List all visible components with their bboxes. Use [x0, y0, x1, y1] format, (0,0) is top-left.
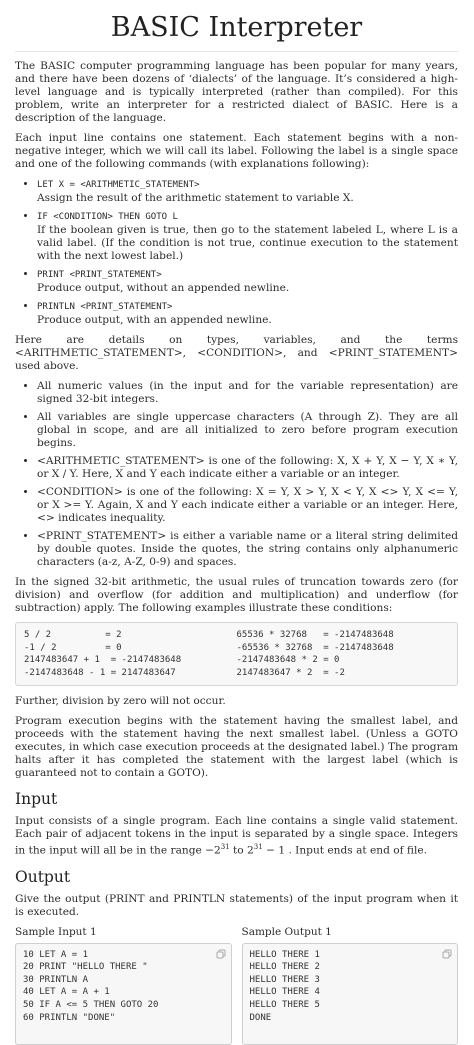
detail-item: • All variables are single uppercase characters (A through Z). They are all global in scope, and are all initialized to zero before program execution begins.: [37, 411, 458, 450]
command-item: [37, 268, 458, 295]
copy-icon[interactable]: [442, 949, 452, 959]
sample-input-box[interactable]: [15, 943, 232, 1045]
command-list: [15, 178, 458, 327]
command-item: [37, 210, 458, 263]
command-description: Produce output, without an appended newline.: [37, 282, 290, 294]
sample-input: [15, 926, 232, 1045]
input-heading: Input: [15, 790, 58, 808]
output-heading: Output: [15, 867, 71, 886]
input-paragraph: [15, 815, 458, 858]
sample-output-title: Sample Output 1: [241, 925, 332, 938]
detail-item: • <CONDITION> is one of the following: X = Y, X > Y, X < Y, X <> Y, X <= Y, or X >= Y. Again, X and Y each indicate either a variable or an integer. Here, <> indicates inequality.: [37, 486, 458, 525]
examples-right-column: 65536 * 32768 = -2147483648 -65536 * 32768 = -2147483648 -2147483648 * 2 = 0 2147483647 * 2 = -2: [236, 630, 394, 678]
detail-item: • <ARITHMETIC_STATEMENT> is one of the following: X, X + Y, X − Y, X ∗ Y, or X / Y. Here, X and Y each indicate either a variable or an integer.: [37, 455, 458, 481]
sample-input-title: Sample Input 1: [15, 925, 97, 938]
arithmetic-examples-box: [15, 622, 458, 686]
command-item: [37, 178, 458, 205]
problem-statement: [0, 12, 474, 1045]
command-syntax: • PRINTLN <PRINT_STATEMENT>: [37, 302, 173, 312]
copy-icon[interactable]: [216, 949, 226, 959]
command-syntax: • LET X = <ARITHMETIC_STATEMENT>: [37, 180, 200, 190]
output-paragraph: Give the output (PRINT and PRINTLN statements) of the input program when it is executed.: [15, 892, 458, 918]
sample-output-box[interactable]: [242, 943, 459, 1045]
command-description: If the boolean given is true, then go to the statement labeled L, where L is a valid label. (If the condition is not true, continue execution to the statement with the next lowest label.): [37, 224, 458, 262]
detail-item: • <PRINT_STATEMENT> is either a variable name or a literal string delimited by double quotes. Inside the quotes, the string contains only alphanumeric characters (a-z, A-Z, 0-9) and spaces.: [37, 530, 458, 569]
examples-left-column: 5 / 2 = 2 -1 / 2 = 0 2147483647 + 1 = -2147483648 -2147483648 - 1 = 2147483647: [24, 630, 182, 678]
sample-output: [242, 926, 459, 1045]
execution-paragraph: Program execution begins with the statement having the smallest label, and proceeds with the statement having the next smallest label. (Unless a GOTO executes, in which case execution proceeds at the designated label.) The program halts after it has completed the statement with the largest label (which is guaranteed not to contain a GOTO).: [15, 715, 458, 779]
details-list: [15, 380, 458, 569]
sample-output-code: HELLO THERE 1 HELLO THERE 2 HELLO THERE 3 HELLO THERE 4 HELLO THERE 5 DONE: [249, 949, 320, 1023]
intro-paragraph: The BASIC computer programming language has been popular for many years, and there have been dozens of ‘dialects’ of the language. It’s considered a high-level language and is typically interpreted (rather than compiled). For this problem, write an interpreter for a restricted dialect of BASIC. Here is a description of the language.: [15, 60, 458, 124]
command-syntax: • IF <CONDITION> THEN GOTO L: [37, 212, 178, 222]
input-text-part: to 2: [229, 844, 254, 857]
exponent: 31: [253, 843, 263, 851]
command-syntax: • PRINT <PRINT_STATEMENT>: [37, 270, 162, 280]
division-note: Further, division by zero will not occur.: [15, 695, 226, 707]
input-text-part: − 1 . Input ends at end of file.: [262, 844, 428, 857]
detail-item: • All numeric values (in the input and for the variable representation) are signed 32-bit integers.: [37, 380, 458, 406]
arithmetic-intro-paragraph: In the signed 32-bit arithmetic, the usual rules of truncation towards zero (for division) and overflow (for addition and multiplication) and underflow (for subtraction) apply. The following examples illustrate these conditions:: [15, 576, 458, 614]
command-description: Assign the result of the arithmetic statement to variable X.: [37, 192, 354, 204]
input-text-part: Input consists of a single program. Each line contains a single valid statement. Each pair of adjacent tokens in the input is separated by a single space. Integers in the input will all be in the range −2: [15, 815, 458, 857]
statement-intro-paragraph: Each input line contains one statement. Each statement begins with a non-negative integer, which we will call its label. Following the label is a single space and one of the following commands (with explanations following):: [15, 132, 458, 170]
exponent: 31: [220, 843, 230, 851]
sample-input-code: 10 LET A = 1 20 PRINT "HELLO THERE " 30 PRINTLN A 40 LET A = A + 1 50 IF A <= 5 THEN GOTO 20 60 PRINTLN "DONE": [23, 949, 159, 1023]
command-item: [37, 300, 458, 327]
page-title: BASIC Interpreter: [15, 12, 458, 52]
samples-section: [15, 926, 458, 1045]
command-description: Produce output, with an appended newline.: [37, 314, 272, 326]
details-intro-paragraph: Here are details on types, variables, and the terms <ARITHMETIC_STATEMENT>, <CONDITION>, and <PRINT_STATEMENT> used above.: [15, 334, 458, 372]
